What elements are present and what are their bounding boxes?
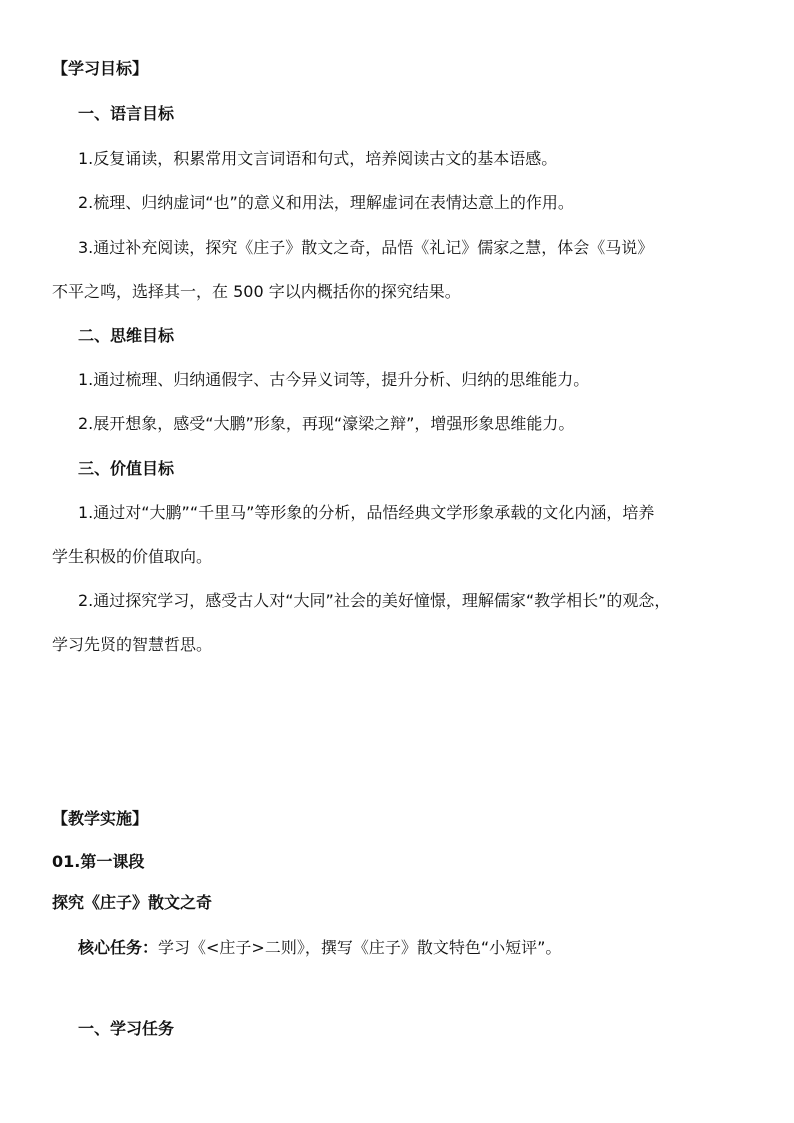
learning-task-title: 一、学习任务 bbox=[78, 1019, 175, 1038]
section-title-learning-goals: 【学习目标】 bbox=[52, 59, 149, 78]
language-goal-3-continued: 不平之鸣，选择其一，在 500 字以内概括你的探究结果。 bbox=[52, 282, 461, 301]
lesson-number: 01.第一课段 bbox=[52, 852, 145, 871]
language-goal-title: 一、语言目标 bbox=[78, 104, 175, 123]
lesson-title: 探究《庄子》散文之奇 bbox=[52, 893, 213, 912]
value-goal-2-continued: 学习先贤的智慧哲思。 bbox=[52, 635, 213, 654]
value-goal-1: 1.通过对“大鹏”“千里马”等形象的分析，品悟经典文学形象承载的文化内涵，培养 bbox=[78, 503, 655, 522]
core-task-line bbox=[78, 937, 561, 959]
core-task-label: 核心任务： bbox=[78, 938, 159, 957]
value-goal-title: 三、价值目标 bbox=[78, 459, 175, 478]
thinking-goal-title: 二、思维目标 bbox=[78, 326, 175, 345]
value-goal-1-continued: 学生积极的价值取向。 bbox=[52, 547, 213, 566]
core-task-text: 学习《<庄子>二则》，撰写《庄子》散文特色“小短评”。 bbox=[158, 938, 562, 957]
value-goal-2: 2.通过探究学习，感受古人对“大同”社会的美好憧憬，理解儒家“教学相长”的观念， bbox=[78, 591, 671, 610]
thinking-goal-1: 1.通过梳理、归纳通假字、古今异义词等，提升分析、归纳的思维能力。 bbox=[78, 370, 590, 389]
thinking-goal-2: 2.展开想象，感受“大鹏”形象，再现“濠梁之辩”，增强形象思维能力。 bbox=[78, 414, 575, 433]
language-goal-1: 1.反复诵读，积累常用文言词语和句式，培养阅读古文的基本语感。 bbox=[78, 149, 558, 168]
section-title-teaching-implementation: 【教学实施】 bbox=[52, 809, 149, 828]
language-goal-2: 2.梳理、归纳虚词“也”的意义和用法，理解虚词在表情达意上的作用。 bbox=[78, 193, 574, 212]
language-goal-3: 3.通过补充阅读，探究《庄子》散文之奇，品悟《礼记》儒家之慧，体会《马说》 bbox=[78, 238, 654, 257]
